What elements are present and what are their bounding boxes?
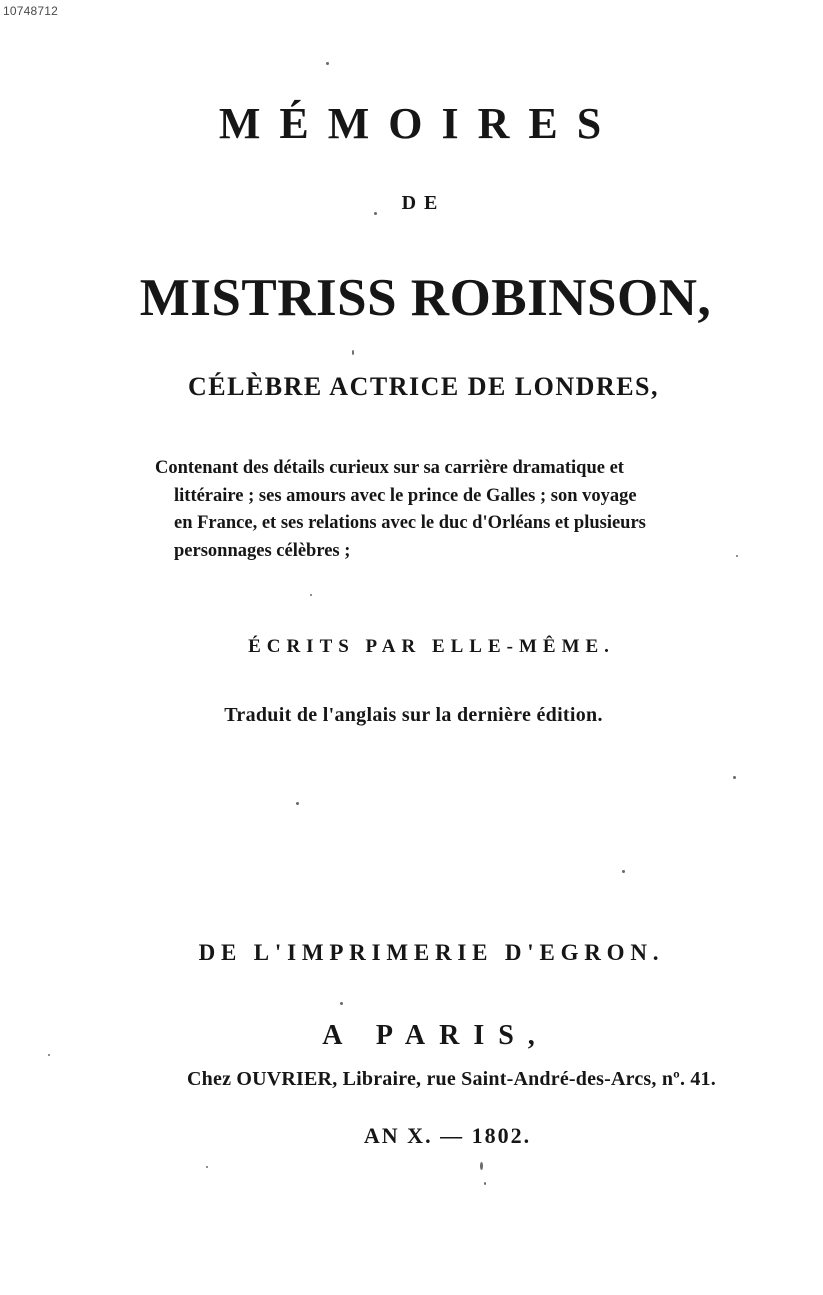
description-line: personnages célèbres ; <box>174 540 351 561</box>
catalog-id: 10748712 <box>3 4 58 18</box>
title-preposition: DE <box>401 192 446 214</box>
scan-speck <box>374 212 377 215</box>
scan-speck <box>733 776 736 779</box>
scan-speck <box>736 555 738 557</box>
publication-date: AN X. — 1802. <box>363 1123 532 1148</box>
scan-speck <box>480 1162 483 1170</box>
translation-note: Traduit de l'anglais sur la dernière édition. <box>224 704 603 726</box>
description-line: Contenant des détails curieux sur sa carrière dramatique et <box>155 458 624 478</box>
scan-speck <box>484 1182 486 1185</box>
scan-speck <box>340 1002 343 1005</box>
written-by: ÉCRITS PAR ELLE-MÊME. <box>248 636 615 657</box>
scan-speck <box>310 594 312 596</box>
scan-speck <box>352 350 354 355</box>
scan-speck <box>296 802 299 805</box>
scan-speck <box>326 62 329 65</box>
author-subtitle: CÉLÈBRE ACTRICE DE LONDRES, <box>187 372 660 401</box>
scan-speck <box>206 1166 208 1168</box>
description-line: en France, et ses relations avec le duc d'Orléans et plusieurs <box>174 513 646 533</box>
scan-speck <box>48 1054 50 1056</box>
scan-speck <box>622 870 625 873</box>
author-name: MISTRISS ROBINSON, <box>139 269 712 327</box>
publisher-address: Chez OUVRIER, Libraire, rue Saint-André-des-Arcs, nº. 41. <box>187 1068 716 1090</box>
printer-line: DE L'IMPRIMERIE D'EGRON. <box>198 940 665 965</box>
description-line: littéraire ; ses amours avec le prince de Galles ; son voyage <box>174 485 637 506</box>
publication-city: A PARIS, <box>322 1020 549 1051</box>
description-paragraph <box>155 455 745 565</box>
book-title: MÉMOIRES <box>218 99 621 148</box>
